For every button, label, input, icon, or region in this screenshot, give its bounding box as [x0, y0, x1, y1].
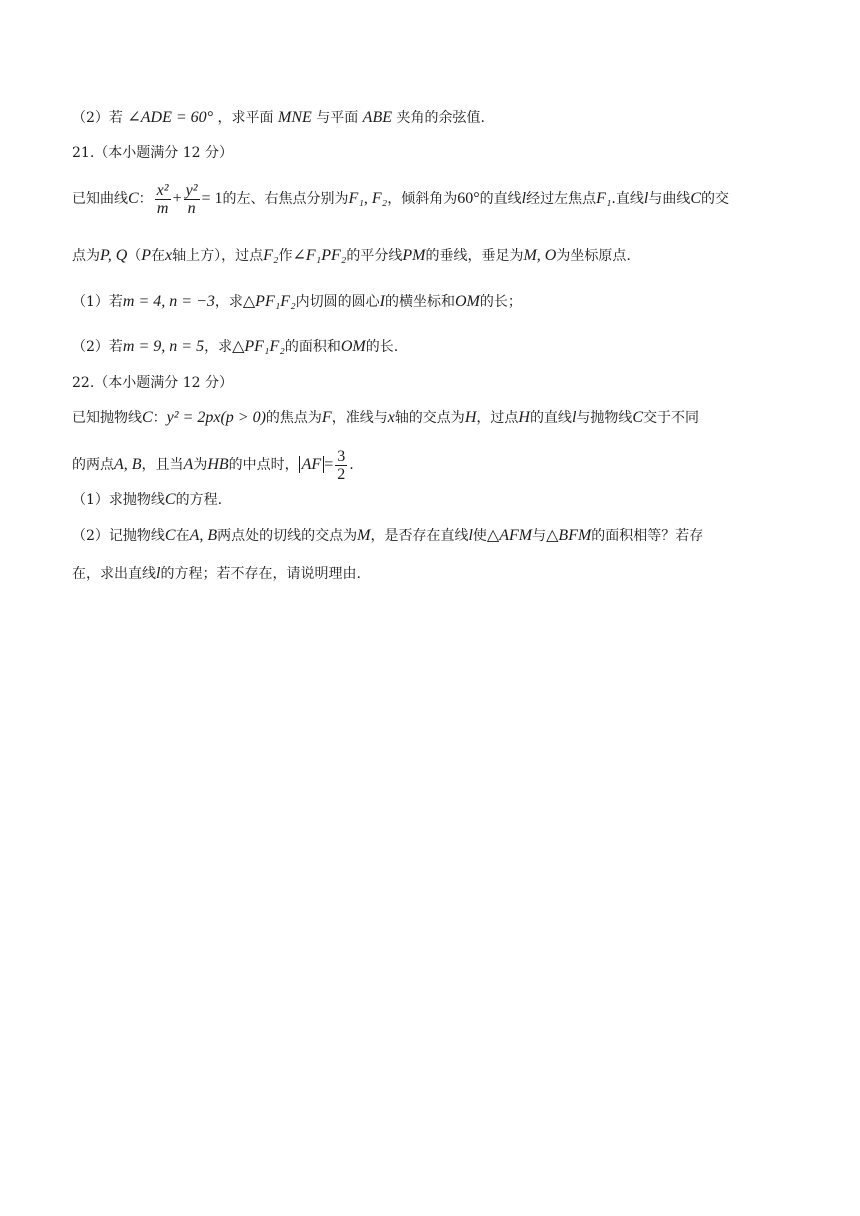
q22-part2-line2 — [72, 563, 792, 585]
q21-stem-line2 — [72, 245, 792, 267]
q21-header: 21.（本小题满分 12 分） — [72, 145, 233, 161]
q22-text: ： — [152, 410, 167, 426]
focus-f2: F₂ — [263, 247, 279, 264]
point-h: H — [464, 409, 477, 426]
q22-text: 已知抛物线 — [72, 410, 142, 426]
q20-part2-line — [72, 107, 792, 129]
frac-num: y² — [185, 181, 198, 199]
triangle-bfm: △BFM — [546, 527, 592, 544]
q21-text: ，求 — [214, 294, 243, 310]
fraction-y2-n — [184, 182, 200, 217]
foci: F₁, F₂ — [348, 190, 388, 207]
curve-c: C — [164, 491, 176, 508]
q20-part2-prefix: （2）若 — [72, 110, 123, 126]
q20-text: ，求平面 — [217, 110, 274, 126]
q21-text: ，求 — [204, 339, 233, 355]
segment-pm: PM — [402, 247, 426, 264]
parabola-equation: y² = 2px(p > 0) — [166, 409, 266, 426]
q21-text: 作 — [278, 248, 293, 264]
q22-text: . — [349, 457, 354, 473]
plane-abe: ABE — [362, 109, 392, 126]
q22-part1-prefix: （1）求抛物线 — [72, 492, 165, 508]
q22-text: 的方程. — [175, 492, 223, 508]
segment-om: OM — [340, 338, 366, 355]
q22-text: 在 — [175, 528, 190, 544]
curve-c: C — [690, 190, 701, 207]
q22-text: ，是否存在直线 — [370, 528, 469, 544]
q21-text: 的横坐标和 — [384, 294, 455, 310]
frac-num: 3 — [337, 447, 346, 465]
q21-text: 为坐标原点. — [556, 248, 631, 264]
q22-text: 的中点时， — [228, 457, 299, 473]
plus-sign: + — [172, 190, 182, 207]
q22-text: 的面积相等？若存 — [591, 528, 704, 544]
q22-header: 22.（本小题满分 12 分） — [72, 375, 233, 391]
fraction-3-2 — [335, 448, 347, 483]
frac-den: 2 — [337, 465, 346, 483]
q21-text: 点为 — [72, 248, 100, 264]
q21-part2-condition: m = 9, n = 5 — [122, 338, 205, 355]
q22-part2-line1 — [72, 525, 792, 547]
line-l: l — [156, 565, 161, 582]
q21-text: 在 — [151, 248, 166, 264]
q22-text: 轴的交点为 — [394, 410, 465, 426]
q22-text: 交于不同 — [643, 410, 700, 426]
point-h: H — [518, 409, 530, 426]
q22-text: 为 — [193, 457, 208, 473]
triangle-pf1f2: △PF₁F₂ — [242, 293, 296, 310]
x-axis-var: x — [165, 247, 173, 264]
q21-text: ，倾斜角为 — [387, 191, 458, 207]
q21-text: 已知曲线 — [72, 191, 128, 207]
plane-mne: MNE — [277, 109, 312, 126]
segment-hb: HB — [207, 456, 229, 473]
q22-text: 的焦点为 — [265, 410, 322, 426]
segment-om: OM — [454, 293, 480, 310]
q21-text: 的交 — [701, 191, 729, 207]
q21-text: 轴上方），过点 — [172, 248, 264, 264]
x-axis-var: x — [387, 409, 395, 426]
q22-text: 的方程；若不存在，请说明理由. — [160, 566, 361, 582]
curve-c: C — [142, 409, 153, 426]
q21-stem-line1 — [72, 180, 792, 218]
q22-part1 — [72, 489, 792, 511]
frac-num: x² — [156, 181, 169, 199]
q21-text: 内切圆的圆心 — [295, 294, 380, 310]
points-mo: M, O — [523, 247, 557, 264]
q22-text: 与 — [532, 528, 547, 544]
q21-text: 的长. — [365, 339, 399, 355]
curve-c: C — [164, 527, 176, 544]
q21-text: 的垂线，垂足为 — [425, 248, 524, 264]
q21-text: （ — [127, 248, 142, 264]
equals-sign: = — [324, 456, 334, 473]
line-l: l — [468, 527, 473, 544]
point-p: P — [141, 247, 152, 264]
triangle-afm: △AFM — [486, 527, 533, 544]
q20-text: 与平面 — [316, 110, 359, 126]
q21-part1-prefix: （1）若 — [72, 294, 123, 310]
points-ab: A, B — [189, 527, 218, 544]
q22-text: ，准线与 — [331, 410, 388, 426]
line-l: l — [521, 190, 527, 207]
q21-part1 — [72, 291, 792, 313]
points-pq: P, Q — [100, 247, 128, 264]
curve-c: C — [632, 409, 644, 426]
q21-part1-condition: m = 4, n = −3 — [122, 293, 215, 310]
q22-text: 使 — [472, 528, 487, 544]
q21-text: 的长； — [479, 294, 522, 310]
abs-af: AF — [299, 456, 325, 473]
q21-part2-prefix: （2）若 — [72, 339, 123, 355]
q22-text: ，过点 — [476, 410, 519, 426]
line-l: l — [643, 190, 649, 207]
angle-60: 60° — [457, 190, 480, 207]
q21-text: 的平分线 — [346, 248, 403, 264]
q21-text: 经过左焦点 — [526, 191, 597, 207]
q21-text: ： — [138, 191, 153, 207]
q22-stem-line1 — [72, 407, 792, 429]
q22-part2-prefix: （2）记抛物线 — [72, 528, 165, 544]
q21-text: .直线 — [611, 191, 644, 207]
q20-text: 夹角的余弦值. — [396, 110, 485, 126]
line-l: l — [571, 409, 577, 426]
points-ab: A, B — [114, 456, 142, 473]
q21-part2 — [72, 336, 792, 358]
q21-text: 的左、右焦点分别为 — [222, 191, 349, 207]
focus-f1: F₁ — [596, 190, 612, 207]
frac-den: m — [156, 199, 169, 217]
equals-one: = 1 — [201, 190, 223, 207]
focus-f: F — [321, 409, 332, 426]
point-m: M — [357, 527, 371, 544]
q22-text: 的两点 — [72, 457, 114, 473]
fraction-x2-m — [155, 182, 171, 217]
q22-text: 的直线 — [529, 410, 572, 426]
q22-text: 两点处的切线的交点为 — [217, 528, 358, 544]
q21-text: 的直线 — [479, 191, 522, 207]
curve-c: C — [128, 190, 139, 207]
q21-text: 的面积和 — [284, 339, 341, 355]
frac-den: n — [187, 199, 196, 217]
triangle-pf1f2: △PF₁F₂ — [232, 338, 285, 355]
q22-text: ，且当 — [141, 457, 184, 473]
point-a: A — [183, 456, 194, 473]
q22-stem-line2 — [72, 446, 792, 484]
q22-text: 在，求出直线 — [72, 566, 156, 582]
q20-angle-condition: ∠ADE = 60° — [127, 109, 214, 126]
q22-text: 与抛物线 — [576, 410, 633, 426]
angle-f1pf2: ∠F₁PF₂ — [292, 247, 347, 264]
incenter-i: I — [379, 293, 385, 310]
q21-text: 与曲线 — [648, 191, 691, 207]
